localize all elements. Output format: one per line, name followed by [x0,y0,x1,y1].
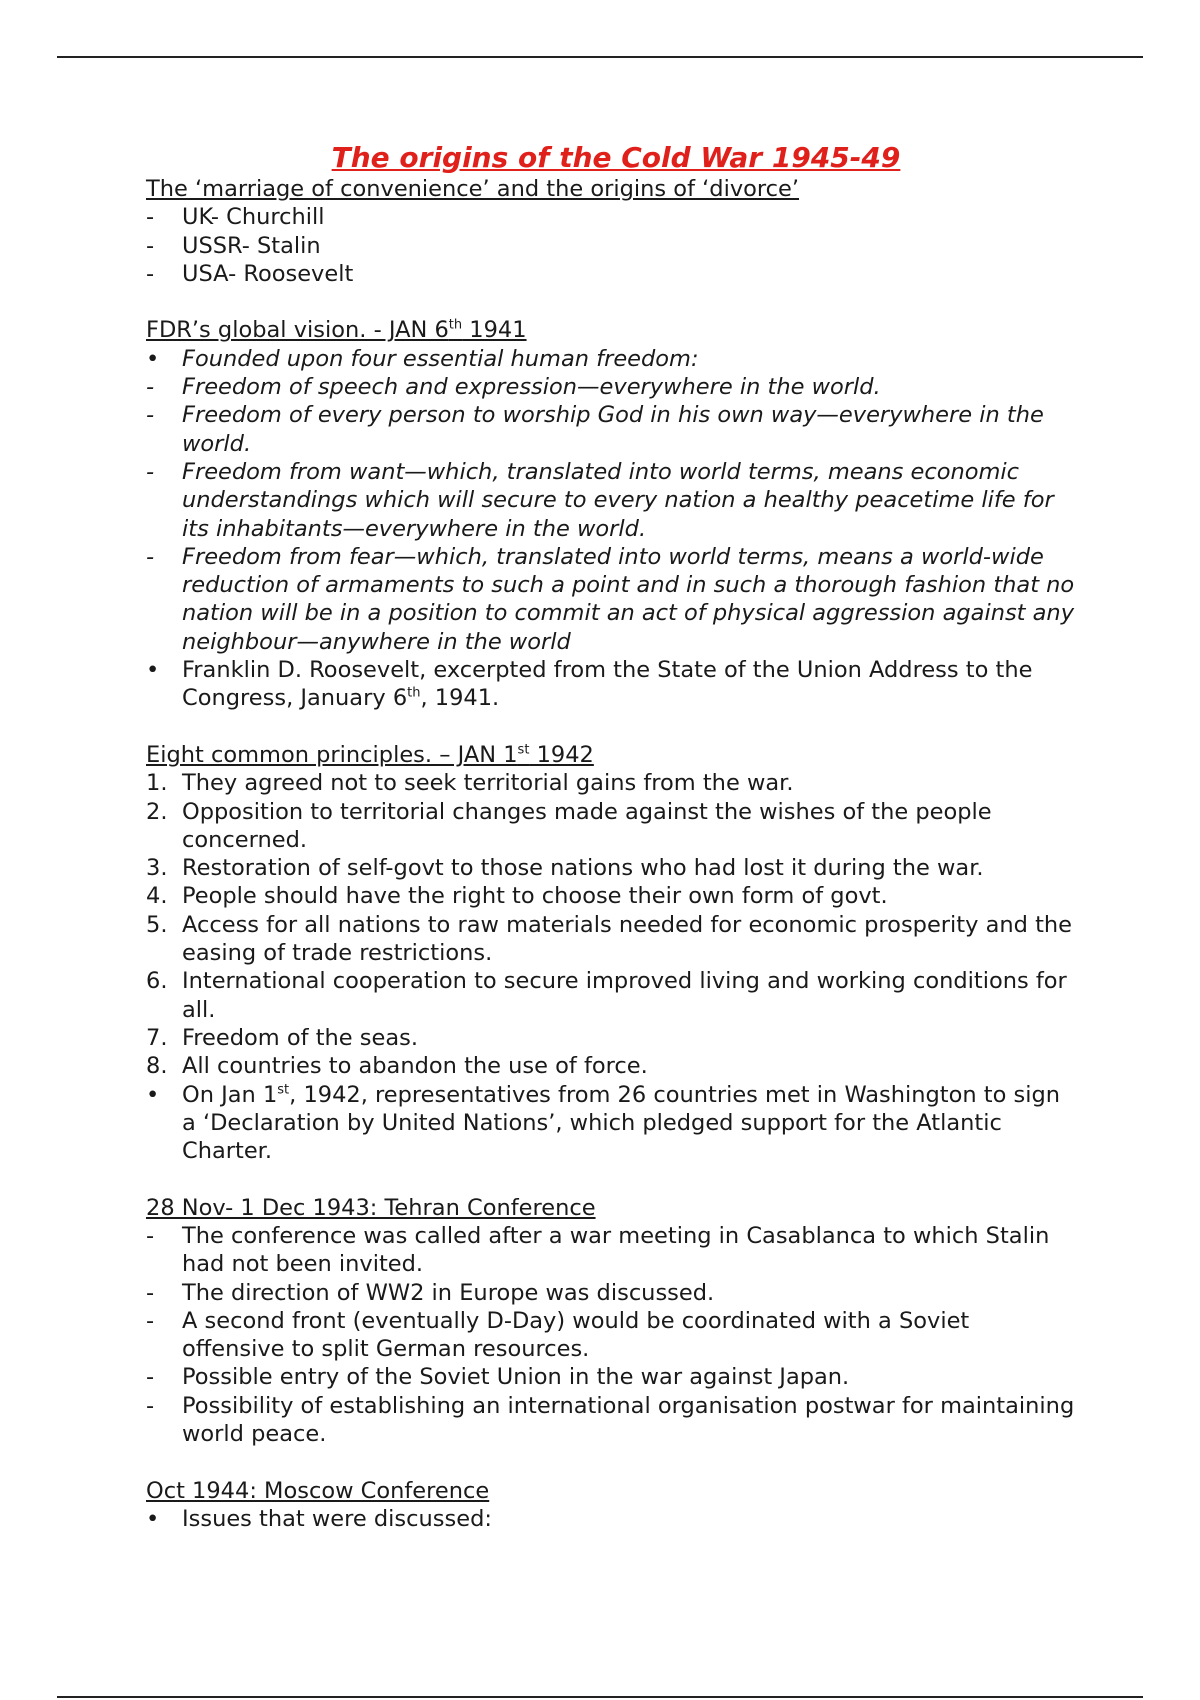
list-item: • Issues that were discussed: [146,1505,492,1532]
dash-marker: - [146,1222,155,1249]
list-item: - Freedom from fear—which, translated into world terms, means a world-wide reduction of armaments to such a point and in such a thorough fashion that no nation will be in a position to commit an act of physical aggression against any neighbour—anywhere in the world [146,543,1075,655]
list-item: - USA- Roosevelt [146,260,354,287]
numbered-item: 3. Restoration of self-govt to those nations who had lost it during the war. [146,855,984,882]
page-title: The origins of the Cold War 1945-49 [331,141,901,174]
list-item: - Freedom of every person to worship God in his own way—everywhere in the world. [146,402,1044,457]
dash-marker: - [146,232,155,259]
number-marker: 1. [146,770,168,797]
number-marker: 5. [146,911,168,938]
dash-marker: - [146,374,155,401]
list-item: - Possibility of establishing an international organisation postwar for maintaining world peace. [146,1392,1075,1448]
list-item: - The conference was called after a war meeting in Casablanca to which Stalin had not been invited. [146,1222,1050,1278]
numbered-item: 7. Freedom of the seas. [146,1024,419,1051]
list-item: • Founded upon four essential human freedom: [146,345,699,372]
bullet-marker: • [146,657,160,684]
dash-marker: - [146,402,155,429]
numbered-item: 5. Access for all nations to raw materials needed for economic prosperity and the easing of trade restrictions. [146,911,1072,967]
section-heading-eight-principles: Eight common principles. – JAN 1st 1942 [146,741,594,768]
section-heading-tehran: 28 Nov- 1 Dec 1943: Tehran Conference [146,1194,596,1221]
list-item: • Franklin D. Roosevelt, excerpted from the State of the Union Address to the Congress, January 6th, 1941. [146,657,1033,712]
numbered-item: 6. International cooperation to secure improved living and working conditions for all. [146,968,1067,1023]
list-item: - USSR- Stalin [146,232,321,259]
list-item: - A second front (eventually D-Day) would be coordinated with a Soviet offensive to split German resources. [146,1307,970,1363]
number-marker: 6. [146,968,168,995]
numbered-item: 8. All countries to abandon the use of force. [146,1053,648,1080]
list-item: - Freedom from want—which, translated into world terms, means economic understandings which will secure to every nation a healthy peacetime life for its inhabitants—everywhere in the world. [146,458,1054,542]
section-heading-marriage: The ‘marriage of convenience’ and the origins of ‘divorce’ [146,176,800,202]
number-marker: 4. [146,883,168,910]
dash-marker: - [146,1279,155,1306]
number-marker: 3. [146,855,168,882]
list-item: - UK- Churchill [146,204,325,231]
number-marker: 7. [146,1024,168,1051]
dash-marker: - [146,260,155,287]
bullet-marker: • [146,345,160,372]
section-heading-moscow: Oct 1944: Moscow Conference [146,1477,490,1504]
list-item: - The direction of WW2 in Europe was discussed. [146,1279,715,1306]
top-rule [57,56,1143,58]
numbered-item: 1. They agreed not to seek territorial gains from the war. [146,770,794,797]
numbered-item: 4. People should have the right to choose their own form of govt. [146,883,888,910]
bullet-marker: • [146,1081,160,1108]
dash-marker: - [146,1364,155,1391]
number-marker: 2. [146,798,168,825]
section-heading-fdr-vision: FDR’s global vision. - JAN 6th 1941 [146,317,527,344]
document-body [146,141,1076,1533]
dash-marker: - [146,1392,155,1419]
list-item: - Possible entry of the Soviet Union in the war against Japan. [146,1364,850,1391]
dash-marker: - [146,458,155,485]
bullet-marker: • [146,1505,160,1532]
list-item: - Freedom of speech and expression—everywhere in the world. [146,374,881,401]
dash-marker: - [146,1307,155,1334]
bottom-rule [57,1696,1143,1698]
list-item: • On Jan 1st, 1942, representatives from 26 countries met in Washington to sign a ‘Declaration by United Nations’, which pledged support for the Atlantic Charter. [146,1081,1061,1165]
number-marker: 8. [146,1053,168,1080]
dash-marker: - [146,543,155,570]
dash-marker: - [146,204,155,231]
numbered-item: 2. Opposition to territorial changes made against the wishes of the people concerned. [146,798,992,853]
